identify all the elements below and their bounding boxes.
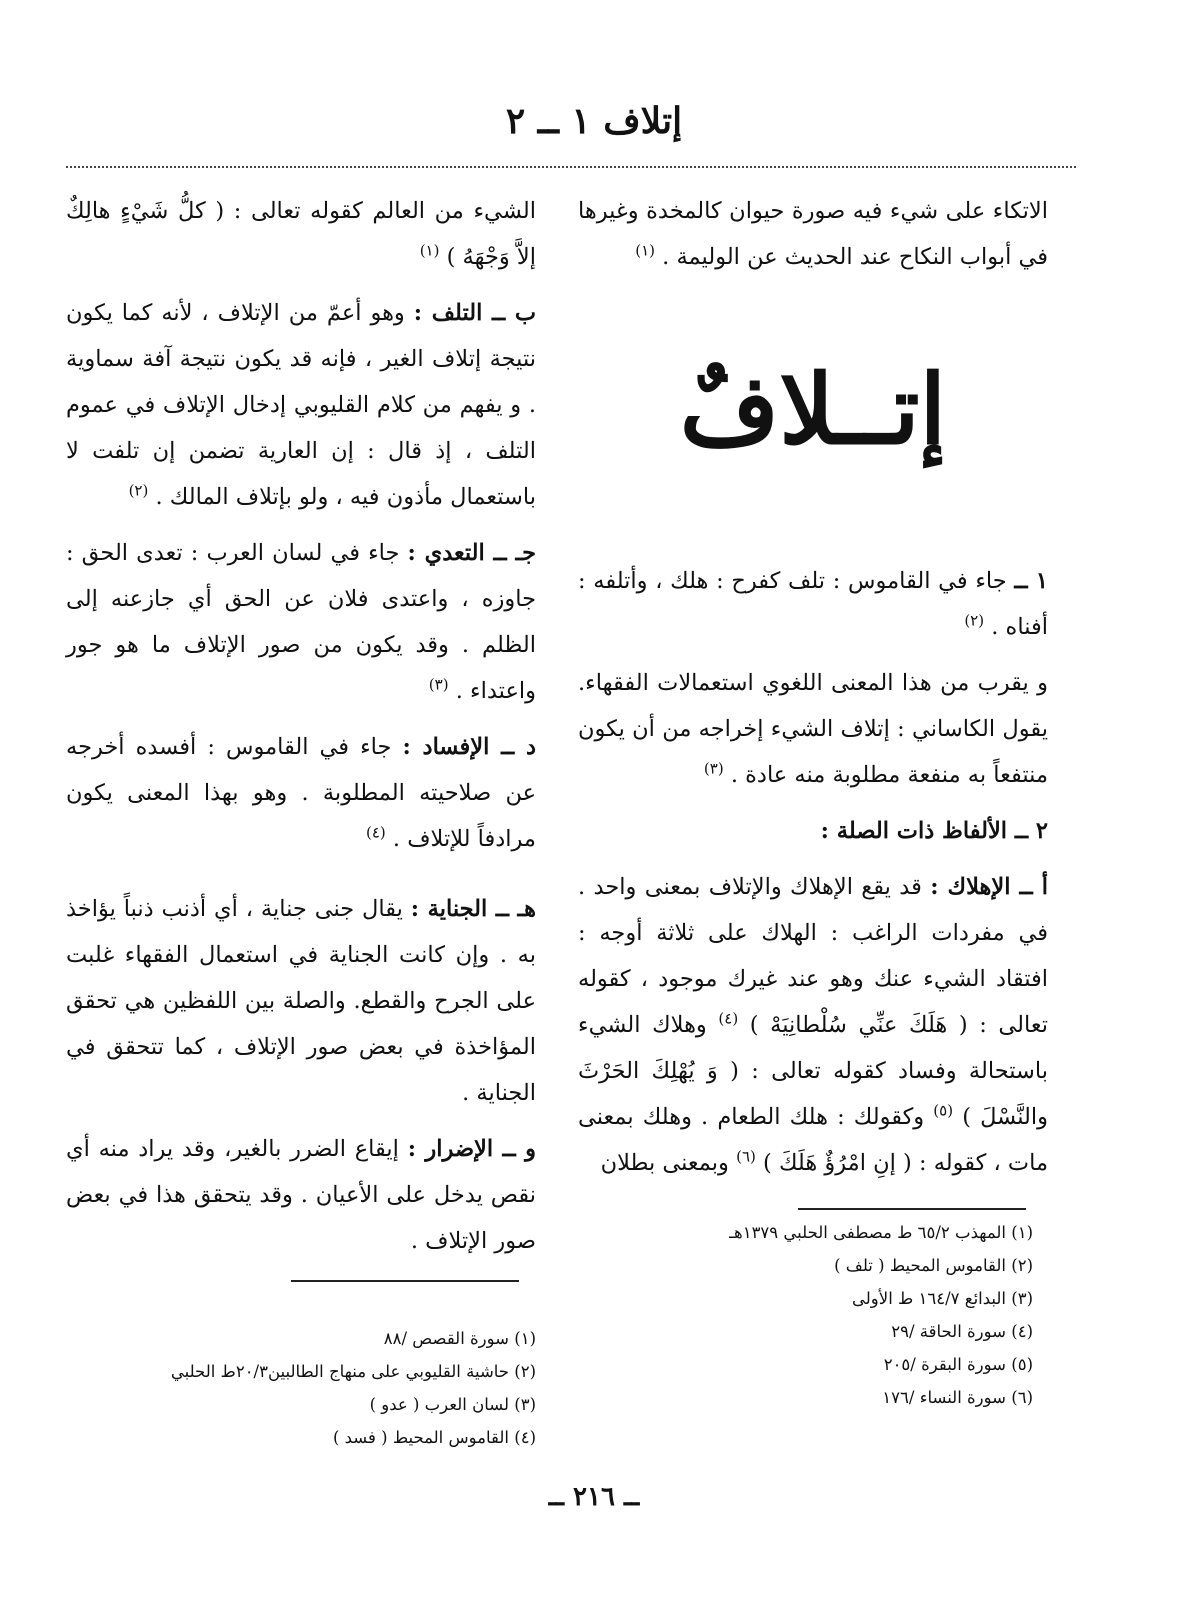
footnote-ref: (٢) bbox=[964, 611, 985, 630]
footnote-divider bbox=[291, 1280, 519, 1282]
footnote-ref: (٥) bbox=[933, 1101, 954, 1120]
footnote-ref: (٣) bbox=[703, 759, 724, 778]
term-label: هـ ــ الجناية : bbox=[410, 896, 537, 922]
left-column bbox=[66, 188, 536, 1274]
term-label: أ ــ الإهلاك : bbox=[930, 874, 1048, 900]
footnote-divider bbox=[798, 1208, 1026, 1210]
section-number: ١ ــ bbox=[1014, 568, 1048, 594]
right-column bbox=[578, 188, 1048, 1196]
taaddi-text: جاء في لسان العرب : تعدى الحق : جاوزه ، واعتدى فلان عن الحق أي جازعنه إلى الظلم . وقد يكون من صور الإتلاف ما هو جور واعتداء . bbox=[66, 540, 536, 704]
footnote-ref: (١) bbox=[419, 241, 440, 260]
definition-paragraph bbox=[578, 558, 1048, 650]
ihlak-text-4: وبمعنى بطلان bbox=[600, 1150, 729, 1176]
definition-text: جاء في القاموس : تلف كفرح : هلك ، وأتلفه : أفناه . bbox=[578, 568, 1048, 640]
footnote-item: (٤) القاموس المحيط ( فسد ) bbox=[332, 1428, 536, 1447]
footnote-item: (٥) سورة البقرة /٢٠٥ bbox=[883, 1355, 1033, 1374]
section-heading: ٢ ــ الألفاظ ذات الصلة : bbox=[820, 818, 1048, 844]
footnote-item: (٦) سورة النساء /١٧٦ bbox=[882, 1388, 1033, 1407]
entry-title: إتــلافٌ bbox=[679, 353, 947, 466]
ihlak-text-2: وهلاك الشيء باستحالة وفساد كقوله تعالى : ( وَ يُهْلِكَ الحَرْثَ والنَّسْلَ ) bbox=[578, 1012, 1048, 1130]
footnote-item: (١) سورة القصص /٨٨ bbox=[383, 1329, 536, 1348]
term-label: د ــ الإفساد : bbox=[402, 734, 537, 760]
ifsad-paragraph bbox=[66, 724, 536, 862]
intro-text: الاتكاء على شيء فيه صورة حيوان كالمخدة وغيرها في أبواب النكاح عند الحديث عن الوليمة . bbox=[578, 198, 1048, 270]
term-label: جـ ــ التعدي : bbox=[407, 540, 536, 566]
footnote-item: (٣) لسان العرب ( عدو ) bbox=[369, 1395, 536, 1414]
page-number: ــ ٢١٦ ــ bbox=[548, 1482, 640, 1512]
taaddi-paragraph bbox=[66, 530, 536, 714]
footnote-ref: (٤) bbox=[718, 1009, 739, 1028]
jinaya-paragraph bbox=[66, 886, 536, 1116]
continuation-paragraph bbox=[66, 188, 536, 280]
fiqh-usage-text: و يقرب من هذا المعنى اللغوي استعمالات الفقهاء. يقول الكاساني : إتلاف الشيء إخراجه من أن يكون منتفعاً به منفعة مطلوبة منه عادة . bbox=[578, 670, 1048, 788]
footnote-ref: (٤) bbox=[365, 823, 386, 842]
footnote-item: (١) المهذب ٦٥/٢ ط مصطفى الحلبي ١٣٧٩هـ bbox=[729, 1223, 1033, 1242]
talaf-text: وهو أعمّ من الإتلاف ، لأنه كما يكون نتيجة إتلاف الغير ، فإنه قد يكون نتيجة آفة سماوية . و يفهم من كلام القليوبي إدخال الإتلاف في عموم التلف ، إذ قال : إن العارية تضمن إن تلفت لا باستعمال مأذون فيه ، ولو بإتلاف المالك . bbox=[66, 300, 536, 510]
footnote-item: (٤) سورة الحاقة /٢٩ bbox=[891, 1322, 1033, 1341]
jinaya-text: يقال جنى جناية ، أي أذنب ذنباً يؤاخذ به . وإن كانت الجناية في استعمال الفقهاء غلبت على الجرح والقطع. والصلة بين اللفظين هي تحقق المؤاخذة في بعض صور الإتلاف ، كما تتحقق في الجناية . bbox=[66, 896, 536, 1106]
continuation-text: الشيء من العالم كقوله تعالى : ( كلُّ شَيْءٍ هالِكٌ إلاَّ وَجْهَهُ ) bbox=[66, 198, 536, 270]
footnote-ref: (٣) bbox=[428, 675, 449, 694]
idrar-text: إيقاع الضرر بالغير، وقد يراد منه أي نقص يدخل على الأعيان . وقد يتحقق هذا في بعض صور الإتلاف . bbox=[66, 1136, 536, 1254]
idrar-paragraph bbox=[66, 1126, 536, 1264]
fiqh-usage-paragraph bbox=[578, 660, 1048, 798]
footnote-item: (٢) حاشية القليوبي على منهاج الطالبين٢٠/٣ط الحلبي bbox=[170, 1362, 536, 1381]
ifsad-text: جاء في القاموس : أفسده أخرجه عن صلاحيته المطلوبة . وهو بهذا المعنى يكون مرادفاً للإتلاف . bbox=[66, 734, 536, 852]
footnotes-left bbox=[66, 1322, 536, 1454]
term-label: و ــ الإضرار : bbox=[407, 1136, 537, 1162]
footnote-item: (٢) القاموس المحيط ( تلف ) bbox=[834, 1256, 1033, 1275]
footnotes-right bbox=[563, 1216, 1033, 1414]
term-label: ب ــ التلف : bbox=[413, 300, 536, 326]
ihlak-text-1: قد يقع الإهلاك والإتلاف بمعنى واحد . في مفردات الراغب : الهلاك على ثلاثة أوجه : افتقاد الشيء عنك وهو عند غيرك موجود ، كقوله تعالى : ( هَلَكَ عنِّي سُلْطانِيَهْ ) bbox=[578, 874, 1048, 1038]
footnote-ref: (٦) bbox=[736, 1147, 756, 1166]
footnote-ref: (٢) bbox=[128, 481, 149, 500]
ihlak-paragraph bbox=[578, 864, 1048, 1186]
header-divider bbox=[66, 166, 1076, 168]
running-header: إتلاف ١ ــ ٢ bbox=[505, 100, 683, 142]
footnote-ref: (١) bbox=[635, 241, 656, 260]
talaf-paragraph bbox=[66, 290, 536, 520]
ihlak-text-3: وكقولك : هلك الطعام . وهلك بمعنى مات ، كقوله : ( إنِ امْرُؤٌ هَلَكَ ) bbox=[578, 1104, 1048, 1176]
intro-paragraph bbox=[578, 188, 1048, 280]
footnote-item: (٣) البدائع ١٦٤/٧ ط الأولى bbox=[852, 1289, 1033, 1308]
